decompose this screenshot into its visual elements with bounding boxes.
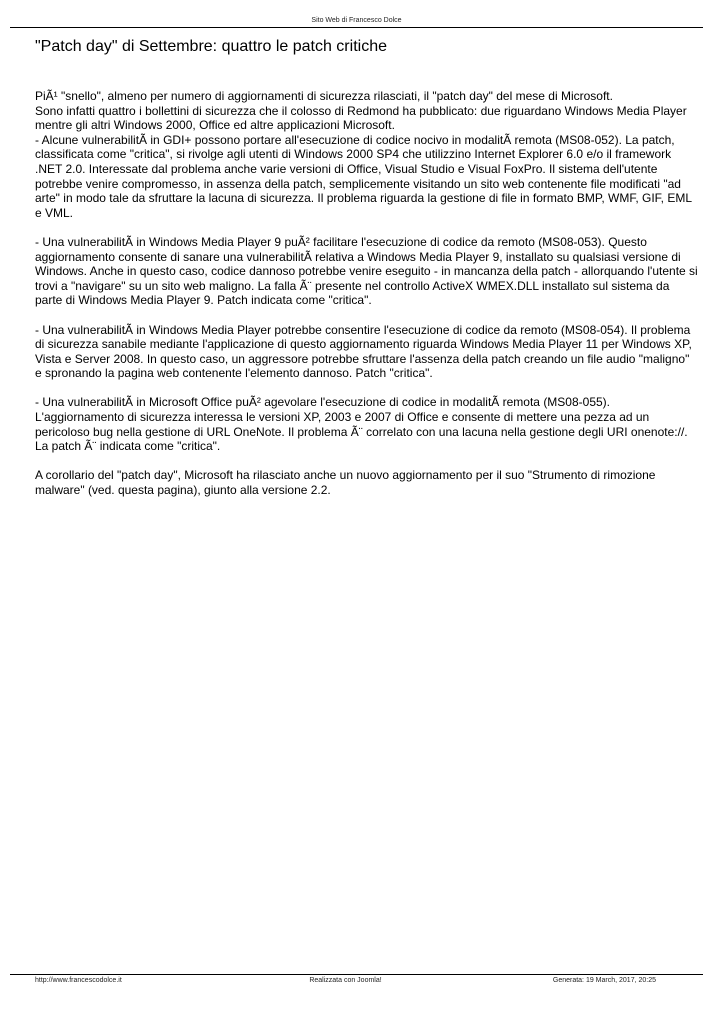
footer-divider	[10, 974, 703, 975]
site-name: Sito Web di Francesco Dolce	[311, 17, 402, 24]
header-divider	[10, 27, 703, 28]
site-footer	[35, 976, 656, 986]
article-body	[35, 89, 699, 512]
footer-site-url: http://www.francescodolce.it	[35, 977, 122, 984]
footer-powered-by: Realizzata con Joomla!	[309, 977, 382, 984]
article-paragraph-ms08-053: - Una vulnerabilitÃ in Windows Media Player 9 puÃ² facilitare l'esecuzione di codice da remoto (MS08-053). Questo aggiornamento consente di sanare una vulnerabilitÃ relativa a Windows Media Player 9, installato su qualsiasi versione di Windows. Anche in questo caso, codice dannoso potrebbe venire eseguito - in mancanza della patch - allorquando l'utente si trovi a "navigare" su un sito web maligno. La falla Ã¨ presente nel controllo ActiveX WMEX.DLL installato sul sistema da parte di Windows Media Player 9. Patch indicata come "critica".	[35, 234, 698, 308]
article-paragraph-ms08-055: - Una vulnerabilitÃ in Microsoft Office puÃ² agevolare l'esecuzione di codice in modalitÃ remota (MS08-055). L'aggiornamento di sicurezza interessa le versioni XP, 2003 e 2007 di Office e consente di mettere una pezza ad un pericoloso bug nella gestione di URL OneNote. Il problema Ã¨ correlato con una lacuna nella gestione degli URI onenote://. La patch Ã¨ indicata come "critica".	[35, 395, 688, 454]
article-paragraph-conclusion: A corollario del "patch day", Microsoft ha rilasciato anche un nuovo aggiornamento per il suo "Strumento di rimozione malware" (ved. questa pagina), giunto alla versione 2.2.	[35, 468, 656, 498]
footer-generated-date: Generata: 19 March, 2017, 20:25	[552, 977, 656, 984]
article-paragraph-intro: PiÃ¹ "snello", almeno per numero di aggiornamenti di sicurezza rilasciati, il "patch day" del mese di Microsoft. Sono infatti quattro i bollettini di sicurezza che il colosso di Redmond ha pubblicato: due riguardano Windows Media Player mentre gli altri Windows 2000, Office ed altre applicazioni Microsoft. - Alcune vulnerabilitÃ in GDI+ possono portare all'esecuzione di codice nocivo in modalitÃ remota (MS08-052). La patch, classificata come "critica", si rivolge agli utenti di Windows 2000 SP4 che utilizzino Internet Explorer 6.0 e/o il framework .NET 2.0. Interessate dal problema anche varie versioni di Office, Visual Studio e Visual FoxPro. Il sistema dell'utente potrebbe venire compromesso, in assenza della patch, semplicemente visitando un sito web contenente file modificati "ad arte" in modo tale da sfruttare la lacuna di sicurezza. Il problema riguarda la gestione di file in formato BMP, WMF, GIF, EML e VML.	[35, 89, 692, 220]
article-paragraph-ms08-054: - Una vulnerabilitÃ in Windows Media Player potrebbe consentire l'esecuzione di codice da remoto (MS08-054). Il problema di sicurezza sanabile mediante l'applicazione di questo aggiornamento riguarda Windows Media Player 11 per Windows XP, Vista e Server 2008. In questo caso, un aggressore potrebbe sfruttare l'assenza della patch creando un file audio "maligno" e spronando la pagina web contenente l'elemento dannoso. Patch "critica".	[35, 322, 692, 381]
site-header	[10, 16, 703, 25]
article-title: "Patch day" di Settembre: quattro le patch critiche	[35, 38, 387, 55]
